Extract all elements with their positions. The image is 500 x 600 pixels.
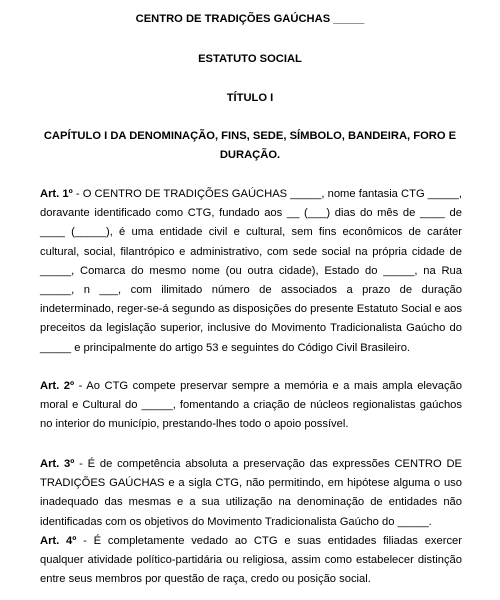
article-paragraph <box>40 532 462 590</box>
article-text: - É completamente vedado ao CTG e suas entidades filiadas exercer qualquer atividade político-partidária ou religiosa, assim como estabelecer distinção entre seus membros por questão de raça, credo ou posição social. <box>40 534 462 586</box>
article-1 <box>40 185 462 358</box>
article-text: - O CENTRO DE TRADIÇÕES GAÚCHAS _____, nome fantasia CTG _____, doravante identificado como CTG, fundado aos __ (___) dias do mês de ____ de ____ (_____), é uma entidade civil e cultural, sem fins econômicos de caráter cultural, social, filantrópico e administrativo, com sede social na própria cidade de _____, Comarca do mesmo nome (ou outra cidade), Estado do _____, na Rua _____, n ___, com ilimitado número de associados a prazo de duração indeterminado, reger-se-á segundo as disposições do presente Estatuto Social e aos preceitos da legislação superior, inclusive do Movimento Tradicionalista Gaúcho do _____ e principalmente do artigo 53 e seguintes do Código Civil Brasileiro. <box>40 188 462 354</box>
header-title: CENTRO DE TRADIÇÕES GAÚCHAS _____ <box>135 13 365 25</box>
titulo-heading: TÍTULO I <box>226 92 274 104</box>
article-label: Art. 4º <box>40 534 77 547</box>
article-label: Art. 1º <box>40 188 73 200</box>
article-text: - Ao CTG compete preservar sempre a memória e a mais ampla elevação moral e Cultural do _____, fomentando a criação de núcleos regionalistas gaúchos no interior do município, prestando-lhes todo o apoio possível. <box>40 380 462 431</box>
document-title: ESTATUTO SOCIAL <box>198 53 302 65</box>
article-paragraph <box>40 377 462 435</box>
article-label: Art. 3º <box>40 458 75 470</box>
article-paragraph <box>40 455 462 532</box>
article-paragraph <box>40 185 462 358</box>
articles-3-4 <box>40 455 462 589</box>
capitulo-heading: CAPÍTULO I DA DENOMINAÇÃO, FINS, SEDE, SÍMBOLO, BANDEIRA, FORO E DURAÇÃO. <box>43 130 457 162</box>
article-text: - É de competência absoluta a preservação das expressões CENTRO DE TRADIÇÕES GAÚCHAS e a sigla CTG, não permitindo, em hipótese alguma o uso inadequado das mesmas e a sua utilização na denominação de entidades não identificadas com os objetivos do Movimento Tradicionalista Gaúcho do _____. <box>40 458 462 528</box>
article-label: Art. 2º <box>40 380 75 392</box>
article-2 <box>40 377 462 435</box>
